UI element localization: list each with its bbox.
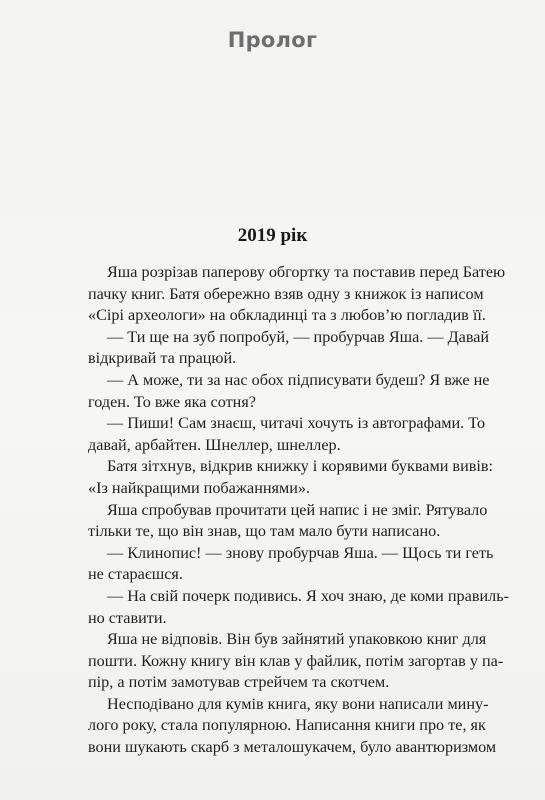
section-heading: 2019 рік bbox=[237, 225, 308, 246]
text-line: не стараєшся. bbox=[88, 565, 183, 584]
text-line: Яша спробував прочитати цей напис і не зміг. Рятувало bbox=[107, 500, 488, 519]
text-line: годен. То вже яка сотня? bbox=[88, 392, 256, 411]
text-line: «Із найкращими побажаннями». bbox=[88, 478, 311, 497]
paragraph bbox=[88, 327, 490, 370]
text-line: — Клинопис! — знову пробурчав Яша. — Щось ти геть bbox=[107, 543, 494, 562]
text-line: Батя зітхнув, відкрив книжку і корявими буквами вивів: bbox=[107, 457, 494, 476]
paragraph bbox=[88, 370, 490, 413]
paragraph bbox=[88, 413, 486, 456]
body-text bbox=[88, 262, 509, 759]
text-line: лого року, стала популярною. Написання книги про те, як bbox=[88, 716, 486, 735]
text-line: відкривай та працюй. bbox=[88, 349, 237, 368]
chapter-title: Пролог bbox=[227, 28, 318, 52]
text-line: вони шукають скарб з металошукачем, було авантюризмом bbox=[88, 738, 497, 757]
text-line: Несподівано для кумів книга, яку вони написали мину- bbox=[107, 694, 489, 713]
text-line: — На свій почерк подивись. Я хоч знаю, де коми правиль- bbox=[107, 586, 509, 605]
paragraph bbox=[88, 262, 506, 327]
paragraph bbox=[88, 694, 497, 759]
text-line: Яша розрізав паперову обгортку та поставив перед Батею bbox=[107, 263, 506, 281]
text-line: Яша не відповів. Він був зайнятий упаковкою книг для bbox=[107, 630, 487, 649]
paragraph bbox=[88, 586, 509, 629]
text-line: — Ти ще на зуб попробуй, — пробурчав Яша. — Давай bbox=[107, 327, 490, 346]
text-line: пір, а потім замотував стрейчем та скотчем. bbox=[88, 673, 390, 692]
text-line: давай, арбайтен. Шнеллер, шнеллер. bbox=[88, 435, 341, 454]
text-line: — А може, ти за нас обох підписувати будеш? Я вже не bbox=[107, 370, 490, 389]
paragraph bbox=[88, 629, 504, 694]
text-line: тільки те, що він знав, що там мало бути написано. bbox=[88, 522, 441, 541]
text-line: пошти. Кожну книгу він клав у файлик, потім загортав у па- bbox=[88, 651, 504, 670]
text-line: но ставити. bbox=[88, 608, 167, 627]
text-line: — Пиши! Сам знаєш, читачі хочуть із автографами. То bbox=[107, 414, 486, 433]
text-line: пачку книг. Батя обережно взяв одну з книжок із написом bbox=[88, 284, 484, 303]
text-line: «Сірі археологи» на обкладинці та з любов’ю погладив її. bbox=[88, 306, 486, 325]
paragraph bbox=[88, 456, 494, 499]
paragraph bbox=[88, 500, 488, 543]
paragraph bbox=[88, 543, 494, 586]
